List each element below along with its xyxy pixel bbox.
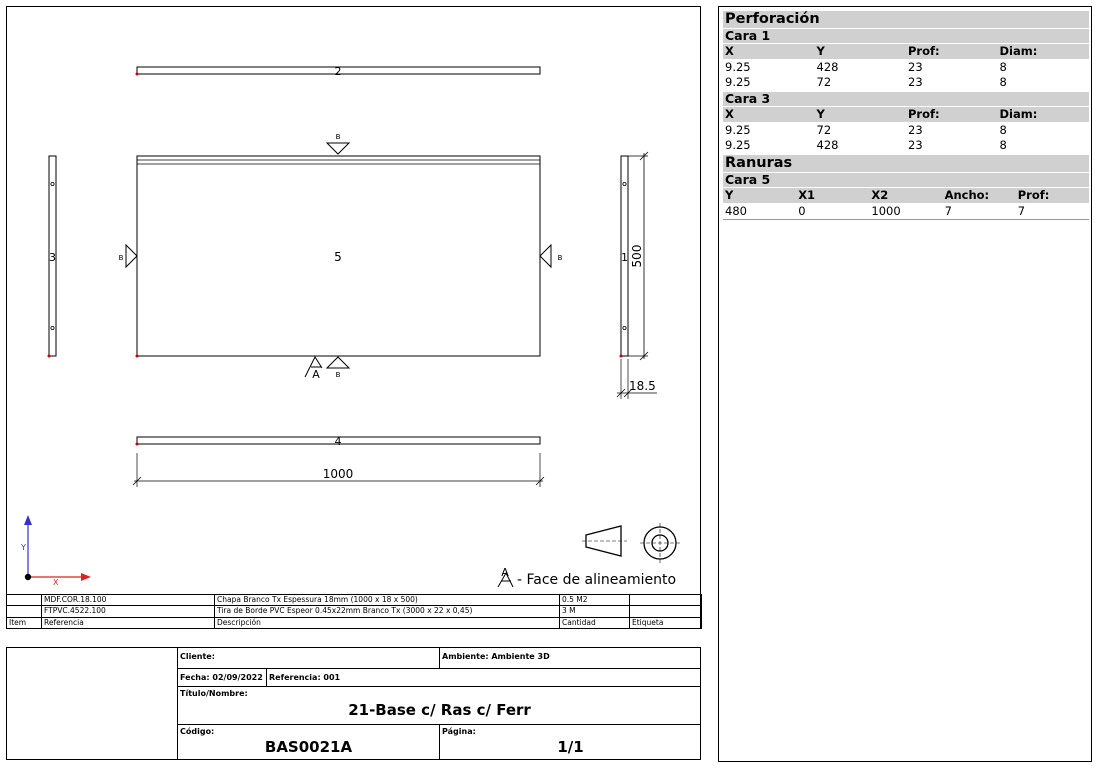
- edge-marker-top: [327, 133, 349, 154]
- panel-main-label: 5: [334, 250, 342, 264]
- panel-bottom-label: 4: [334, 435, 342, 448]
- cara-1-title: Cara 1: [723, 29, 1089, 43]
- table-row: [723, 75, 1089, 90]
- projection-symbol-icon: [582, 523, 680, 563]
- svg-text:B: B: [335, 133, 341, 141]
- cell: 1000: [871, 204, 901, 218]
- parts-row: [7, 595, 702, 606]
- parts-header-item: Item: [7, 617, 42, 628]
- alignment-marker-a: [305, 357, 322, 381]
- col-header: X2: [871, 188, 889, 202]
- parts-header-desc: Descripción: [215, 617, 560, 628]
- col-header: Ancho:: [944, 188, 990, 202]
- date-label: Fecha: 02/09/2022: [180, 673, 263, 682]
- svg-text:A: A: [312, 368, 320, 381]
- parts-header-qty: Cantidad: [560, 617, 630, 628]
- origin-dot: [620, 355, 623, 358]
- code-label: Código:: [180, 727, 215, 736]
- svg-text:1000: 1000: [322, 467, 354, 481]
- name-value: 21-Base c/ Ras c/ Ferr: [348, 701, 531, 719]
- parts-ref: MDF.COR.18.100: [42, 595, 215, 606]
- cell: 8: [999, 123, 1007, 137]
- perforacion-title: Perforación: [723, 11, 1089, 28]
- drill-hole: [623, 182, 626, 185]
- alignment-legend-text: - Face de alineamiento: [517, 572, 677, 588]
- svg-text:18.5: 18.5: [629, 379, 656, 393]
- date-cell: [177, 668, 266, 686]
- edge-marker-right: [540, 245, 563, 267]
- col-header: Prof:: [908, 44, 940, 58]
- cell: 23: [908, 138, 923, 152]
- col-header: X: [725, 44, 734, 58]
- parts-header-row: [7, 617, 702, 628]
- cell: 8: [999, 138, 1007, 152]
- page-cell: [439, 724, 701, 760]
- col-header: Y: [725, 188, 734, 202]
- svg-text:B: B: [335, 371, 341, 379]
- axis-y-label: Y: [21, 543, 26, 552]
- drawing-area: [6, 6, 701, 629]
- svg-text:B: B: [557, 254, 563, 262]
- machining-panel: [718, 6, 1092, 762]
- cell: 8: [999, 75, 1007, 89]
- parts-label: [630, 595, 702, 606]
- alignment-legend: [498, 566, 676, 588]
- cell: 428: [816, 60, 839, 74]
- col-header: X: [725, 107, 734, 121]
- panel-left-label: 3: [49, 251, 56, 264]
- axes-indicator: [20, 515, 91, 587]
- cell: 7: [1017, 204, 1026, 218]
- svg-text:500: 500: [630, 244, 644, 268]
- cell: 9.25: [725, 138, 751, 152]
- col-header: Diam:: [999, 44, 1038, 58]
- page-value: 1/1: [557, 738, 584, 756]
- cell: 72: [816, 123, 832, 137]
- col-header: Prof:: [1017, 188, 1050, 202]
- parts-desc: Tira de Borde PVC Espeor 0.45x22mm Branco Tx (3000 x 22 x 0,45): [215, 606, 560, 617]
- table-row: [723, 60, 1089, 75]
- cell: 8: [999, 60, 1007, 74]
- client-cell: [177, 647, 439, 668]
- drill-hole: [623, 326, 626, 329]
- panel-top-label: 2: [334, 65, 342, 78]
- cell: 9.25: [725, 60, 751, 74]
- code-cell: [177, 724, 439, 760]
- table-row: [723, 138, 1089, 153]
- cell: 428: [816, 138, 839, 152]
- col-header: Prof:: [908, 107, 940, 121]
- cara-1-header: [723, 44, 1089, 59]
- client-label: Cliente:: [180, 652, 215, 661]
- panel-right-label: 1: [621, 251, 628, 264]
- dimension-thickness: [617, 359, 657, 399]
- page-label: Página:: [442, 727, 476, 736]
- cell: 23: [908, 60, 923, 74]
- axis-x-label: X: [53, 578, 59, 587]
- cara-3-title: Cara 3: [723, 92, 1089, 106]
- edge-marker-bottom: [327, 357, 349, 379]
- origin-dot: [48, 355, 51, 358]
- environment-cell: [439, 647, 701, 668]
- parts-label: [630, 606, 702, 617]
- name-label: Título/Nombre:: [180, 689, 248, 698]
- parts-row: [7, 606, 702, 617]
- svg-text:A: A: [501, 566, 509, 579]
- parts-ref: FTPVC.4522.100: [42, 606, 215, 617]
- cell: 72: [816, 75, 832, 89]
- cell: 0: [798, 204, 806, 218]
- reference-cell: [266, 668, 701, 686]
- edge-marker-left: [119, 245, 137, 267]
- ranuras-title: Ranuras: [723, 155, 1089, 172]
- drill-hole: [51, 182, 54, 185]
- parts-qty: 3 M: [560, 606, 630, 617]
- code-value: BAS0021A: [264, 738, 353, 756]
- technical-drawing: [7, 7, 702, 597]
- drill-hole: [51, 326, 54, 329]
- parts-item: [7, 595, 42, 606]
- cell: 9.25: [725, 123, 751, 137]
- dimension-width: [133, 453, 544, 487]
- cara-3-header: [723, 107, 1089, 122]
- cell: 23: [908, 123, 923, 137]
- parts-header-ref: Referencia: [42, 617, 215, 628]
- reference-label: Referencia: 001: [269, 673, 341, 682]
- title-block: [6, 647, 701, 760]
- origin-dot: [136, 443, 139, 446]
- environment-label: Ambiente: Ambiente 3D: [442, 652, 550, 661]
- origin-dot: [136, 355, 139, 358]
- cara-5-header: [723, 188, 1089, 203]
- parts-list-table: [6, 594, 702, 629]
- cell: 7: [944, 204, 952, 218]
- cell: 480: [725, 204, 747, 218]
- col-header: Y: [816, 44, 825, 58]
- dimension-height: [628, 152, 648, 360]
- col-header: X1: [798, 188, 816, 202]
- table-row: [723, 123, 1089, 138]
- cell: 9.25: [725, 75, 751, 89]
- name-cell: [177, 686, 701, 724]
- parts-item: [7, 606, 42, 617]
- parts-desc: Chapa Branco Tx Espessura 18mm (1000 x 18 x 500): [215, 595, 560, 606]
- cell: 23: [908, 75, 923, 89]
- col-header: Y: [816, 107, 825, 121]
- cara-5-title: Cara 5: [723, 173, 1089, 187]
- origin-dot: [136, 73, 139, 76]
- parts-qty: 0.5 M2: [560, 595, 630, 606]
- parts-header-label: Etiqueta: [630, 617, 702, 628]
- svg-text:B: B: [118, 254, 124, 262]
- table-row: [723, 204, 1089, 219]
- col-header: Diam:: [999, 107, 1038, 121]
